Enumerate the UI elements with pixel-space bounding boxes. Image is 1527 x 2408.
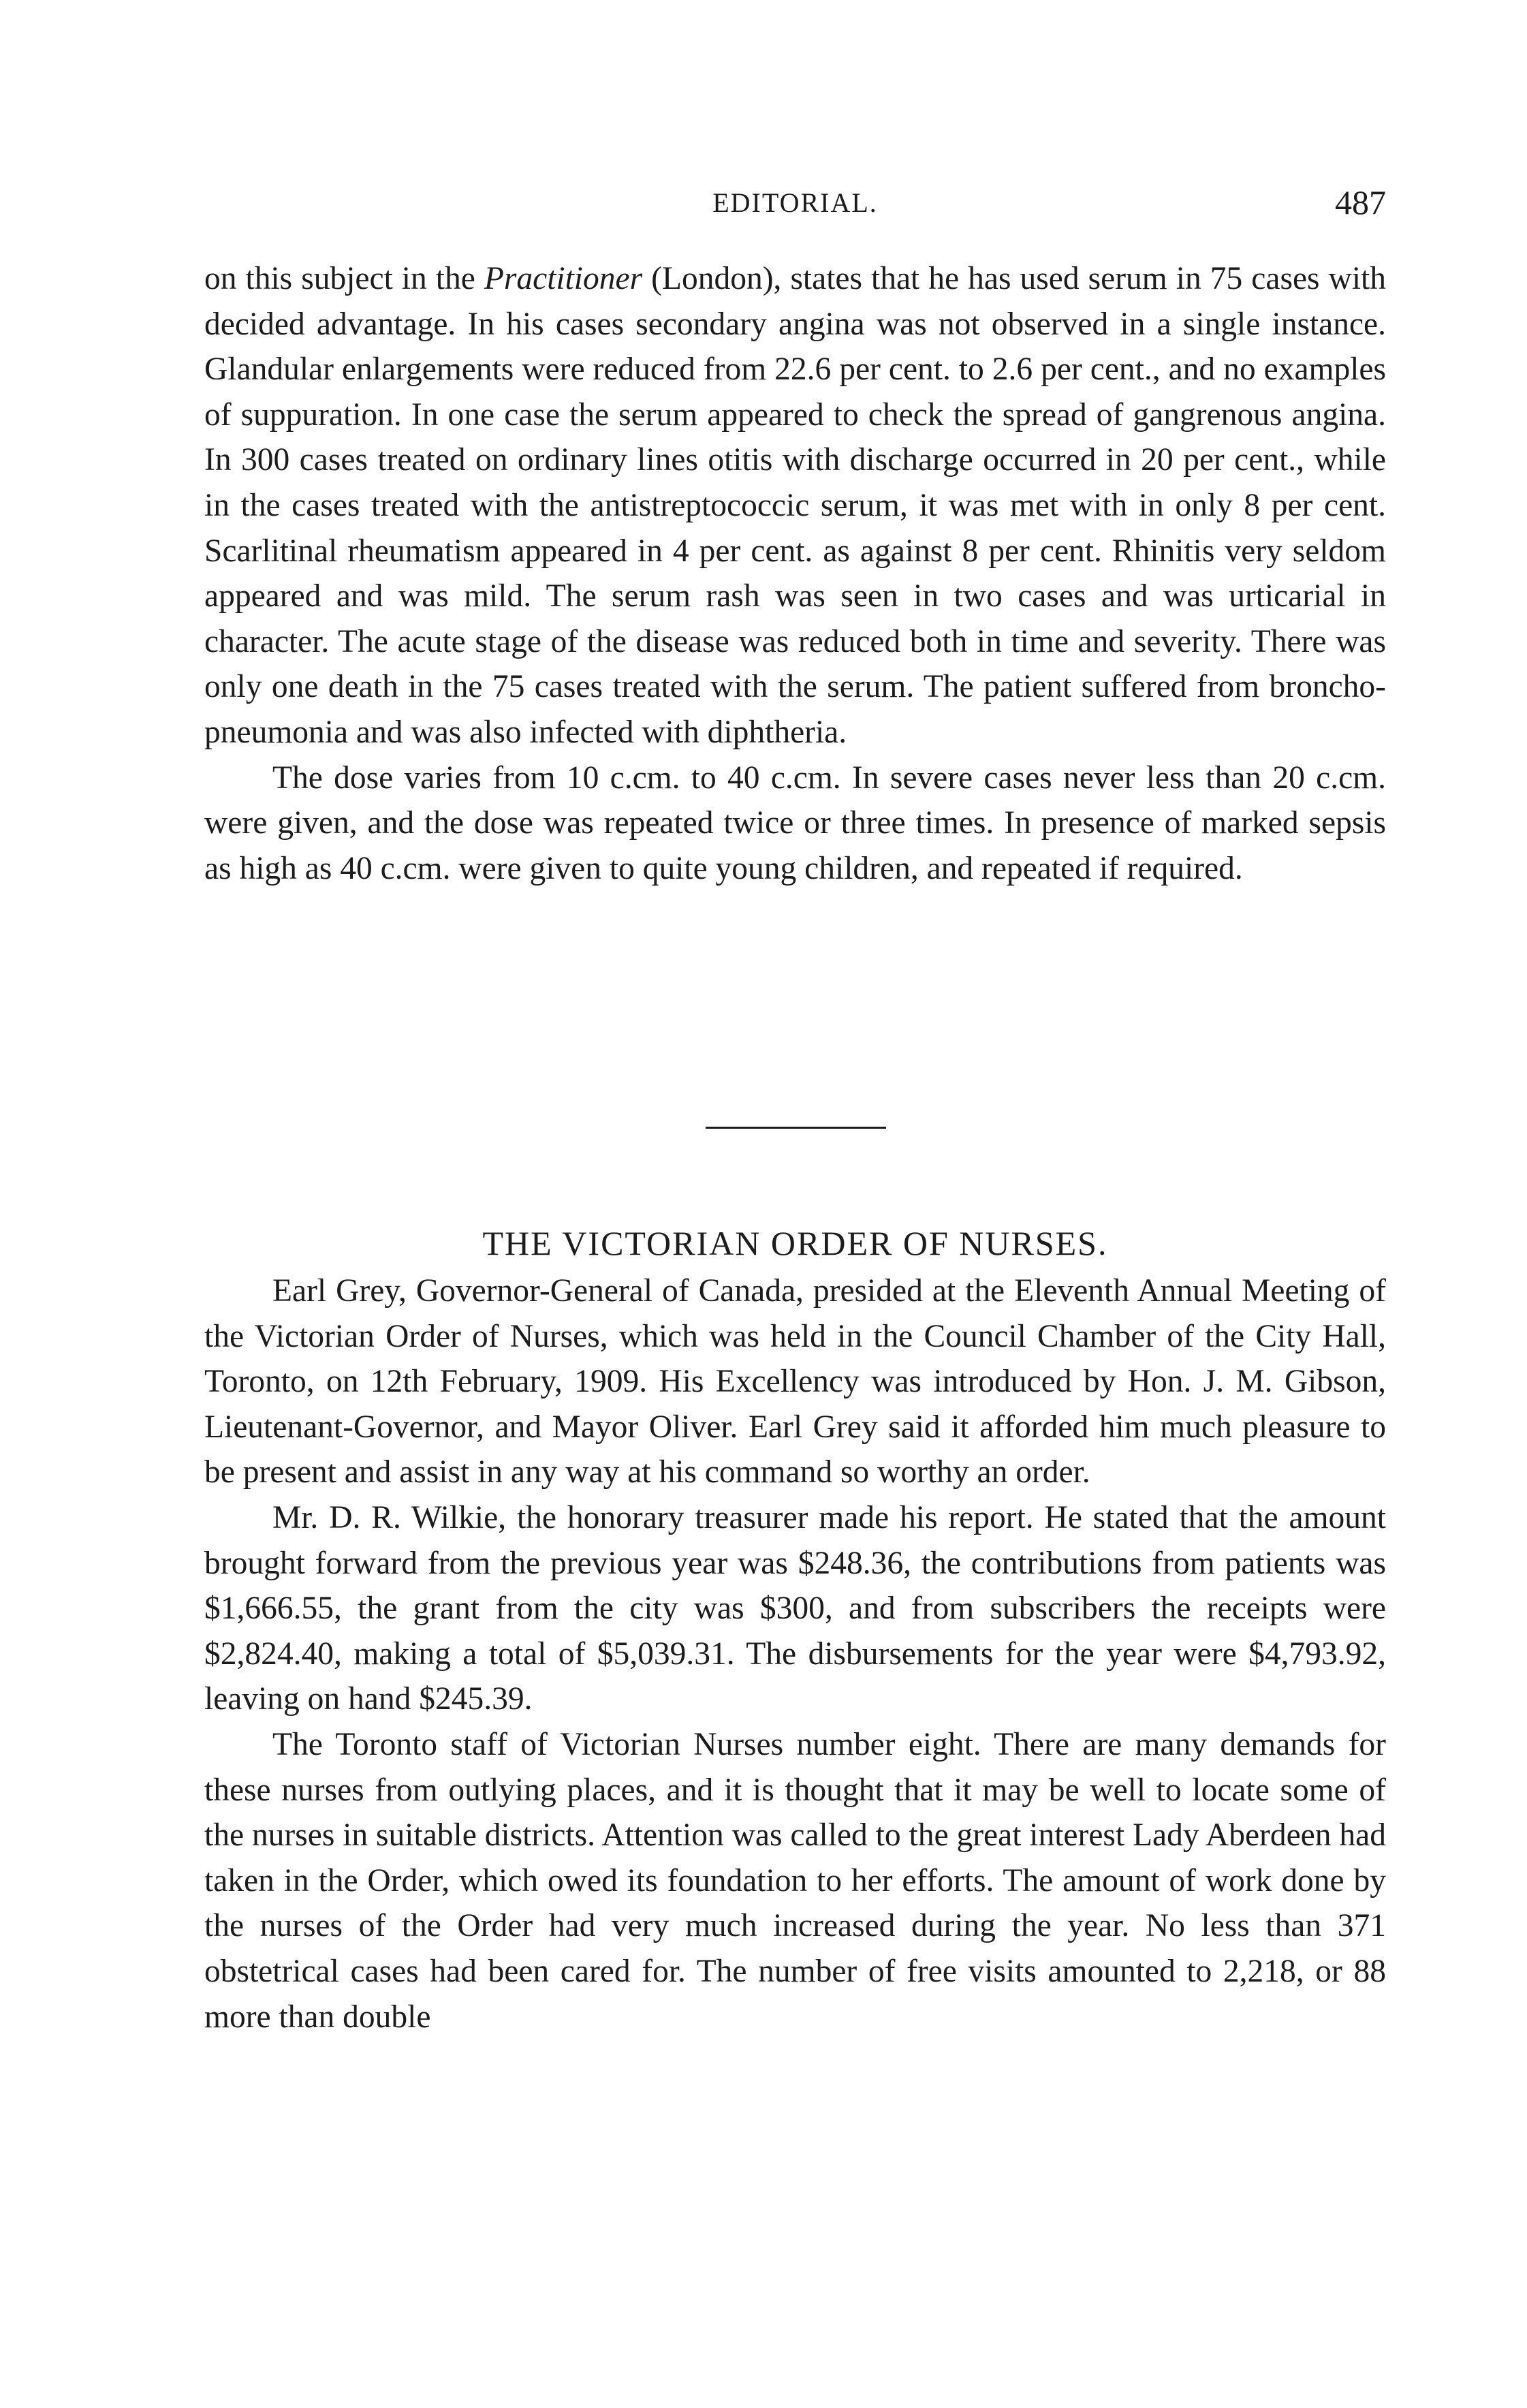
paragraph (204, 256, 1386, 755)
running-head: EDITORIAL. (712, 187, 878, 218)
section-title: THE VICTORIAN ORDER OF NURSES. (482, 1224, 1108, 1262)
text-run: (London), states that he has used serum in 75 cases with decided advantage. In his cases secondary angina was not observed in a single instance. Glandular enlargements were reduced from 22.6 per cent. to 2.6 per cent., and no examples of suppuration. In one case the serum appeared to check the spread of gangrenous angina. In 300 cases treated on ordinary lines otitis with discharge occurred in 20 per cent., while in the cases treated with the antistreptococcic serum, it was met with in only 8 per cent. Scarlitinal rheumatism appeared in 4 per cent. as against 8 per cent. Rhinitis very seldom appeared and was mild. The serum rash was seen in two cases and was urticarial in character. The acute stage of the disease was reduced both in time and severity. There was only one death in the 75 cases treated with the serum. The patient suffered from broncho-pneumonia and was also infected with diphtheria. (204, 261, 1386, 750)
journal-title: Practitioner (484, 261, 643, 296)
continued-article (204, 256, 1386, 891)
paragraph: Earl Grey, Governor-General of Canada, presided at the Eleventh Annual Meeting of the Victorian Order of Nurses, which was held in the Council Chamber of the City Hall, Toronto, on 12th February, 1909. His Excellency was introduced by Hon. J. M. Gibson, Lieutenant-Governor, and Mayor Oliver. Earl Grey said it afforded him much pleasure to be present and assist in any way at his command so worthy an order. (204, 1273, 1386, 1490)
page-number: 487 (1335, 183, 1386, 221)
paragraph: The Toronto staff of Victorian Nurses number eight. There are many demands for these nurses from outlying places, and it is thought that it may be well to locate some of the nurses in suitable districts. Attention was called to the great interest Lady Aberdeen had taken in the Order, which owed its foundation to her efforts. The amount of work done by the nurses of the Order had very much increased during the year. No less than 371 obstetrical cases had been cared for. The number of free visits amounted to 2,218, or 88 more than double (204, 1726, 1386, 2035)
paragraph: The dose varies from 10 c.cm. to 40 c.cm. In severe cases never less than 20 c.cm. were given, and the dose was repeated twice or three times. In presence of marked sepsis as high as 40 c.cm. were given to quite young children, and repeated if required. (204, 760, 1386, 886)
victorian-order-article (204, 1268, 1386, 2039)
paragraph: Mr. D. R. Wilkie, the honorary treasurer made his report. He stated that the amount brought forward from the previous year was $248.36, the contributions from patients was $1,666.55, the grant from the city was $300, and from subscribers the receipts were $2,824.40, making a total of $5,039.31. The disbursements for the year were $4,793.92, leaving on hand $245.39. (204, 1499, 1386, 1717)
page-header (204, 183, 1386, 223)
section-divider (706, 1127, 886, 1129)
text-run: on this subject in the (204, 261, 484, 296)
